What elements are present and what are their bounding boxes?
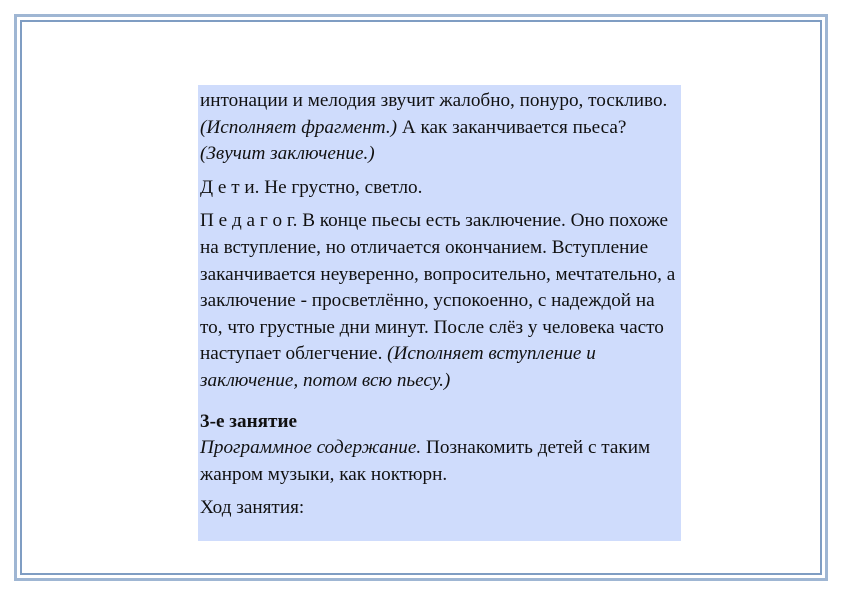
stage-direction: (Звучит заключение.) [200,143,375,165]
program-content-label: Программное содержание. [200,437,422,459]
text-segment: Д е т и. Не грустно, светло. [200,176,423,198]
text-segment: Познакомить детей с таким жанром музыки, как ноктюрн. [200,437,651,485]
paragraph-program-content [200,435,681,488]
paragraph-lesson-flow [200,495,681,522]
stage-direction: (Исполняет вступление и заключение, потом всю пьесу.) [200,343,596,391]
paragraph-children-reply [200,175,681,202]
paragraph-intonation [200,88,681,168]
text-segment: П е д а г о г. В конце пьесы есть заключение. Оно похоже на вступление, но отличается окончанием. Вступление заканчивается неуверенно, вопросительно, мечтательно, а заключение - просветлённо, успокоенно, с надеждой на то, что грустные дни минут. После слёз у человека часто наступает облегчение. [200,210,676,365]
paragraph-teacher [200,208,681,394]
text-segment: А как заканчивается пьеса? [397,116,627,138]
text-box [198,85,681,541]
text-segment: интонации и мелодия звучит жалобно, понуро, тоскливо. [200,90,668,111]
stage-direction: (Исполняет фрагмент.) [200,116,398,138]
text-segment: Ход занятия: [200,497,305,519]
lesson-heading [200,409,681,436]
heading-text: 3-е занятие [200,410,298,432]
